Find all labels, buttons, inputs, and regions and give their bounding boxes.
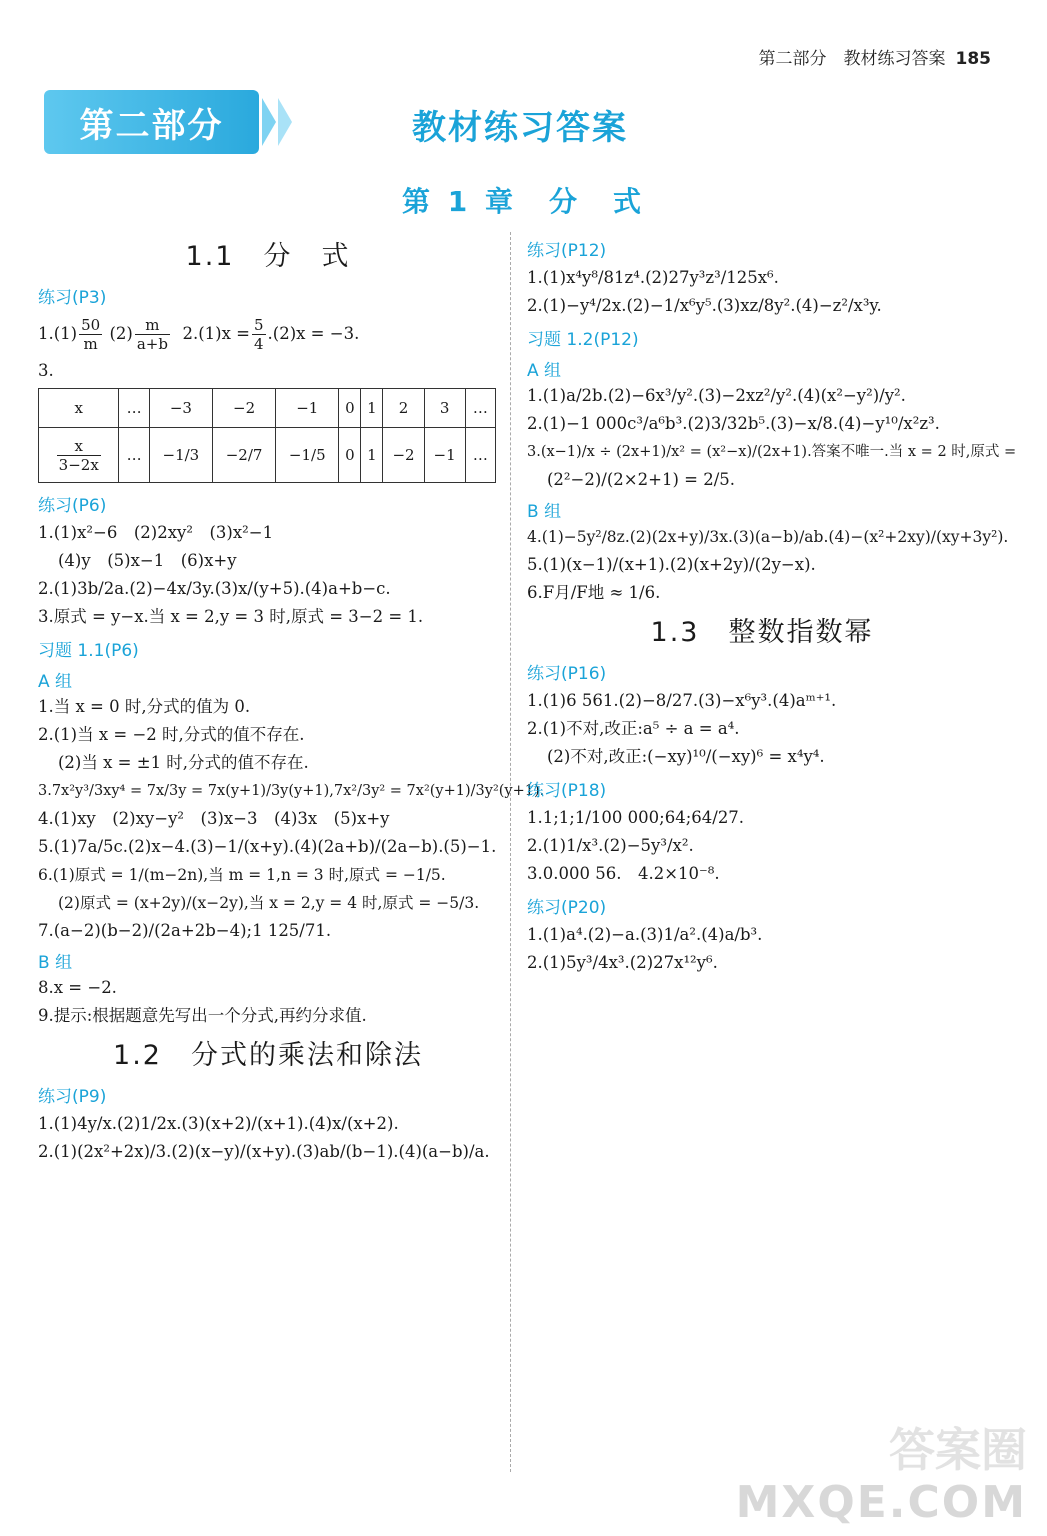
numerator: x (57, 437, 101, 456)
table-cell: … (465, 389, 495, 428)
answer-line: 3.原式 = y−x.当 x = 2,y = 3 时,原式 = 3−2 = 1. (38, 607, 424, 626)
table-cell: −1/3 (149, 428, 212, 483)
answer-number: 1. (38, 324, 54, 343)
answer-line: 1.当 x = 0 时,分式的值为 0. (38, 697, 251, 716)
answer-line: 3.(x−1)/x ÷ (2x+1)/x² = (x²−x)/(2x+1).答案不唯一.当 x = 2 时,原式 = (527, 444, 1017, 460)
table-cell: … (465, 428, 495, 483)
answer-text: .(2)x = −3. (267, 324, 360, 343)
numerator: m (135, 316, 170, 335)
chapter-title: 第 1 章 分 式 (402, 185, 645, 218)
answer-line: 2.(1)−y⁴/2x.(2)−1/x⁶y⁵.(3)xz/8y².(4)−z²/x³y. (527, 296, 882, 315)
answer-line: (2)不对,改正:(−xy)¹⁰/(−xy)⁶ = x⁴y⁴. (547, 747, 825, 766)
answer-line: (2)当 x = ±1 时,分式的值不存在. (58, 753, 309, 772)
answer-line: 2.(1)当 x = −2 时,分式的值不存在. (38, 725, 305, 744)
table-cell: −1/5 (276, 428, 339, 483)
answer-line: 2.(1)1/x³.(2)−5y³/x². (527, 836, 694, 855)
answer-line: 9.提示:根据题意先写出一个分式,再约分求值. (38, 1006, 367, 1025)
group-label: B 组 (527, 502, 562, 522)
exercise-heading: 练习(P6) (38, 496, 107, 516)
answer-line: 7.(a−2)(b−2)/(2a+2b−4);1 125/71. (38, 921, 332, 940)
table-cell: x (39, 389, 119, 428)
section-title: 1.3 整数指数幂 (650, 617, 874, 648)
answer-text: (1) (53, 324, 78, 343)
exercise-heading: 练习(P9) (38, 1087, 107, 1107)
answer-line: 6.(1)原式 = 1/(m−2n),当 m = 1,n = 3 时,原式 = −1/5. (38, 866, 446, 884)
answer-line: 2.(1)5y³/4x³.(2)27x¹²y⁶. (527, 953, 718, 972)
running-header (759, 44, 992, 69)
table-cell: −1 (276, 389, 339, 428)
table-row (39, 428, 496, 483)
answer-line: 1.(1)4y/x.(2)1/2x.(3)(x+2)/(x+1).(4)x/(x+2). (38, 1114, 399, 1133)
answer-line (38, 314, 498, 354)
denominator: 4 (253, 334, 264, 353)
part-banner (44, 90, 282, 154)
answer-line: 1.(1)a/2b.(2)−6x³/y².(3)−2xz²/y².(4)(x²−y²)/y². (527, 386, 906, 405)
answer-text: (2) (109, 324, 133, 343)
numerator: 50 (81, 315, 101, 334)
answer-line: 4.(1)xy (2)xy−y² (3)x−3 (4)3x (5)x+y (38, 809, 390, 828)
watermark-text: MXQE.COM (735, 1477, 1027, 1528)
table-cell (39, 428, 119, 483)
part-label: 第二部分 (44, 90, 259, 154)
answer-line: 1.(1)x²−6 (2)2xy² (3)x²−1 (38, 523, 274, 542)
exercise-heading: 练习(P16) (527, 664, 607, 684)
answer-line: 5.(1)7a/5c.(2)x−4.(3)−1/(x+y).(4)(2a+b)/(2a−b).(5)−1. (38, 837, 497, 856)
exercise-heading: 练习(P12) (527, 241, 607, 261)
exercise-heading: 习题 1.2(P12) (527, 330, 639, 350)
numerator: 5 (253, 315, 264, 334)
group-label: B 组 (38, 953, 73, 973)
answer-line: 6.F月/F地 ≈ 1/6. (527, 583, 661, 602)
exercise-heading: 练习(P18) (527, 781, 607, 801)
answer-line: 1.(1)a⁴.(2)−a.(3)1/a².(4)a/b³. (527, 925, 763, 944)
value-table (38, 388, 496, 483)
table-cell: −2/7 (212, 428, 275, 483)
denominator: 3−2x (58, 455, 99, 474)
table-cell: 0 (339, 428, 361, 483)
part-title: 教材练习答案 (412, 108, 628, 148)
table-cell: 0 (339, 389, 361, 428)
answer-line: 1.1;1;1/100 000;64;64/27. (527, 808, 745, 827)
chevron-right-icon (262, 98, 276, 146)
answer-line: 1.(1)6 561.(2)−8/27.(3)−x⁶y³.(4)aᵐ⁺¹. (527, 691, 837, 710)
answer-line: 2.(1)(2x²+2x)/3.(2)(x−y)/(x+y).(3)ab/(b−1).(4)(a−b)/a. (38, 1142, 490, 1161)
denominator: m (83, 334, 98, 353)
group-label: A 组 (527, 361, 562, 381)
table-cell: 1 (361, 389, 383, 428)
answer-line: 2.(1)不对,改正:a⁵ ÷ a = a⁴. (527, 719, 740, 738)
answer-line: 2.(1)−1 000c³/a⁶b³.(2)3/32b⁵.(3)−x/8.(4)−y¹⁰/x²z³. (527, 414, 940, 433)
table-cell: −2 (383, 428, 424, 483)
denominator: a+b (136, 334, 168, 353)
table-cell: −1 (424, 428, 465, 483)
fraction (57, 437, 101, 474)
column-divider (510, 232, 511, 1472)
header-section: 第二部分 教材练习答案 (758, 49, 946, 69)
answer-text: 2.(1)x = (182, 324, 250, 343)
answer-line: (2)原式 = (x+2y)/(x−2y),当 x = 2,y = 4 时,原式 = −5/3. (58, 894, 480, 912)
left-column (38, 228, 545, 1169)
fraction (252, 316, 266, 353)
table-cell: … (119, 389, 149, 428)
exercise-heading: 练习(P20) (527, 898, 607, 918)
exercise-heading: 习题 1.1(P6) (38, 641, 139, 661)
section-title: 1.1 分 式 (185, 241, 351, 272)
answer-line: 3.7x²y³/3xy⁴ = 7x/3y = 7x(y+1)/3y(y+1),7x²/3y² = 7x²(y+1)/3y²(y+1). (38, 783, 545, 799)
table-cell: 1 (361, 428, 383, 483)
table-cell: −3 (149, 389, 212, 428)
page-number: 185 (955, 49, 991, 69)
table-cell: 2 (383, 389, 424, 428)
answer-line: 3.0.000 56. 4.2×10⁻⁸. (527, 864, 720, 883)
section-title: 1.2 分式的乘法和除法 (113, 1040, 423, 1071)
table-cell: 3 (424, 389, 465, 428)
chevron-right-icon (278, 98, 292, 146)
table-cell: −2 (212, 389, 275, 428)
answer-line: 8.x = −2. (38, 978, 117, 997)
answer-line: (2²−2)/(2×2+1) = 2/5. (547, 470, 736, 489)
watermark-logo: 答案圈 (889, 1423, 1027, 1477)
exercise-heading: 练习(P3) (38, 288, 107, 308)
fraction (79, 316, 102, 353)
right-column (527, 228, 1017, 980)
table-row (39, 389, 496, 428)
group-label: A 组 (38, 672, 73, 692)
answer-line: (4)y (5)x−1 (6)x+y (58, 551, 237, 570)
fraction (135, 316, 170, 353)
answer-line: 3. (38, 361, 54, 380)
answer-line: 1.(1)x⁴y⁸/81z⁴.(2)27y³z³/125x⁶. (527, 268, 779, 287)
answer-line: 2.(1)3b/2a.(2)−4x/3y.(3)x/(y+5).(4)a+b−c. (38, 579, 391, 598)
answer-line: 5.(1)(x−1)/(x+1).(2)(x+2y)/(2y−x). (527, 555, 816, 574)
answer-line: 4.(1)−5y²/8z.(2)(2x+y)/3x.(3)(a−b)/ab.(4)−(x²+2xy)/(xy+3y²). (527, 528, 1009, 546)
table-cell: … (119, 428, 149, 483)
